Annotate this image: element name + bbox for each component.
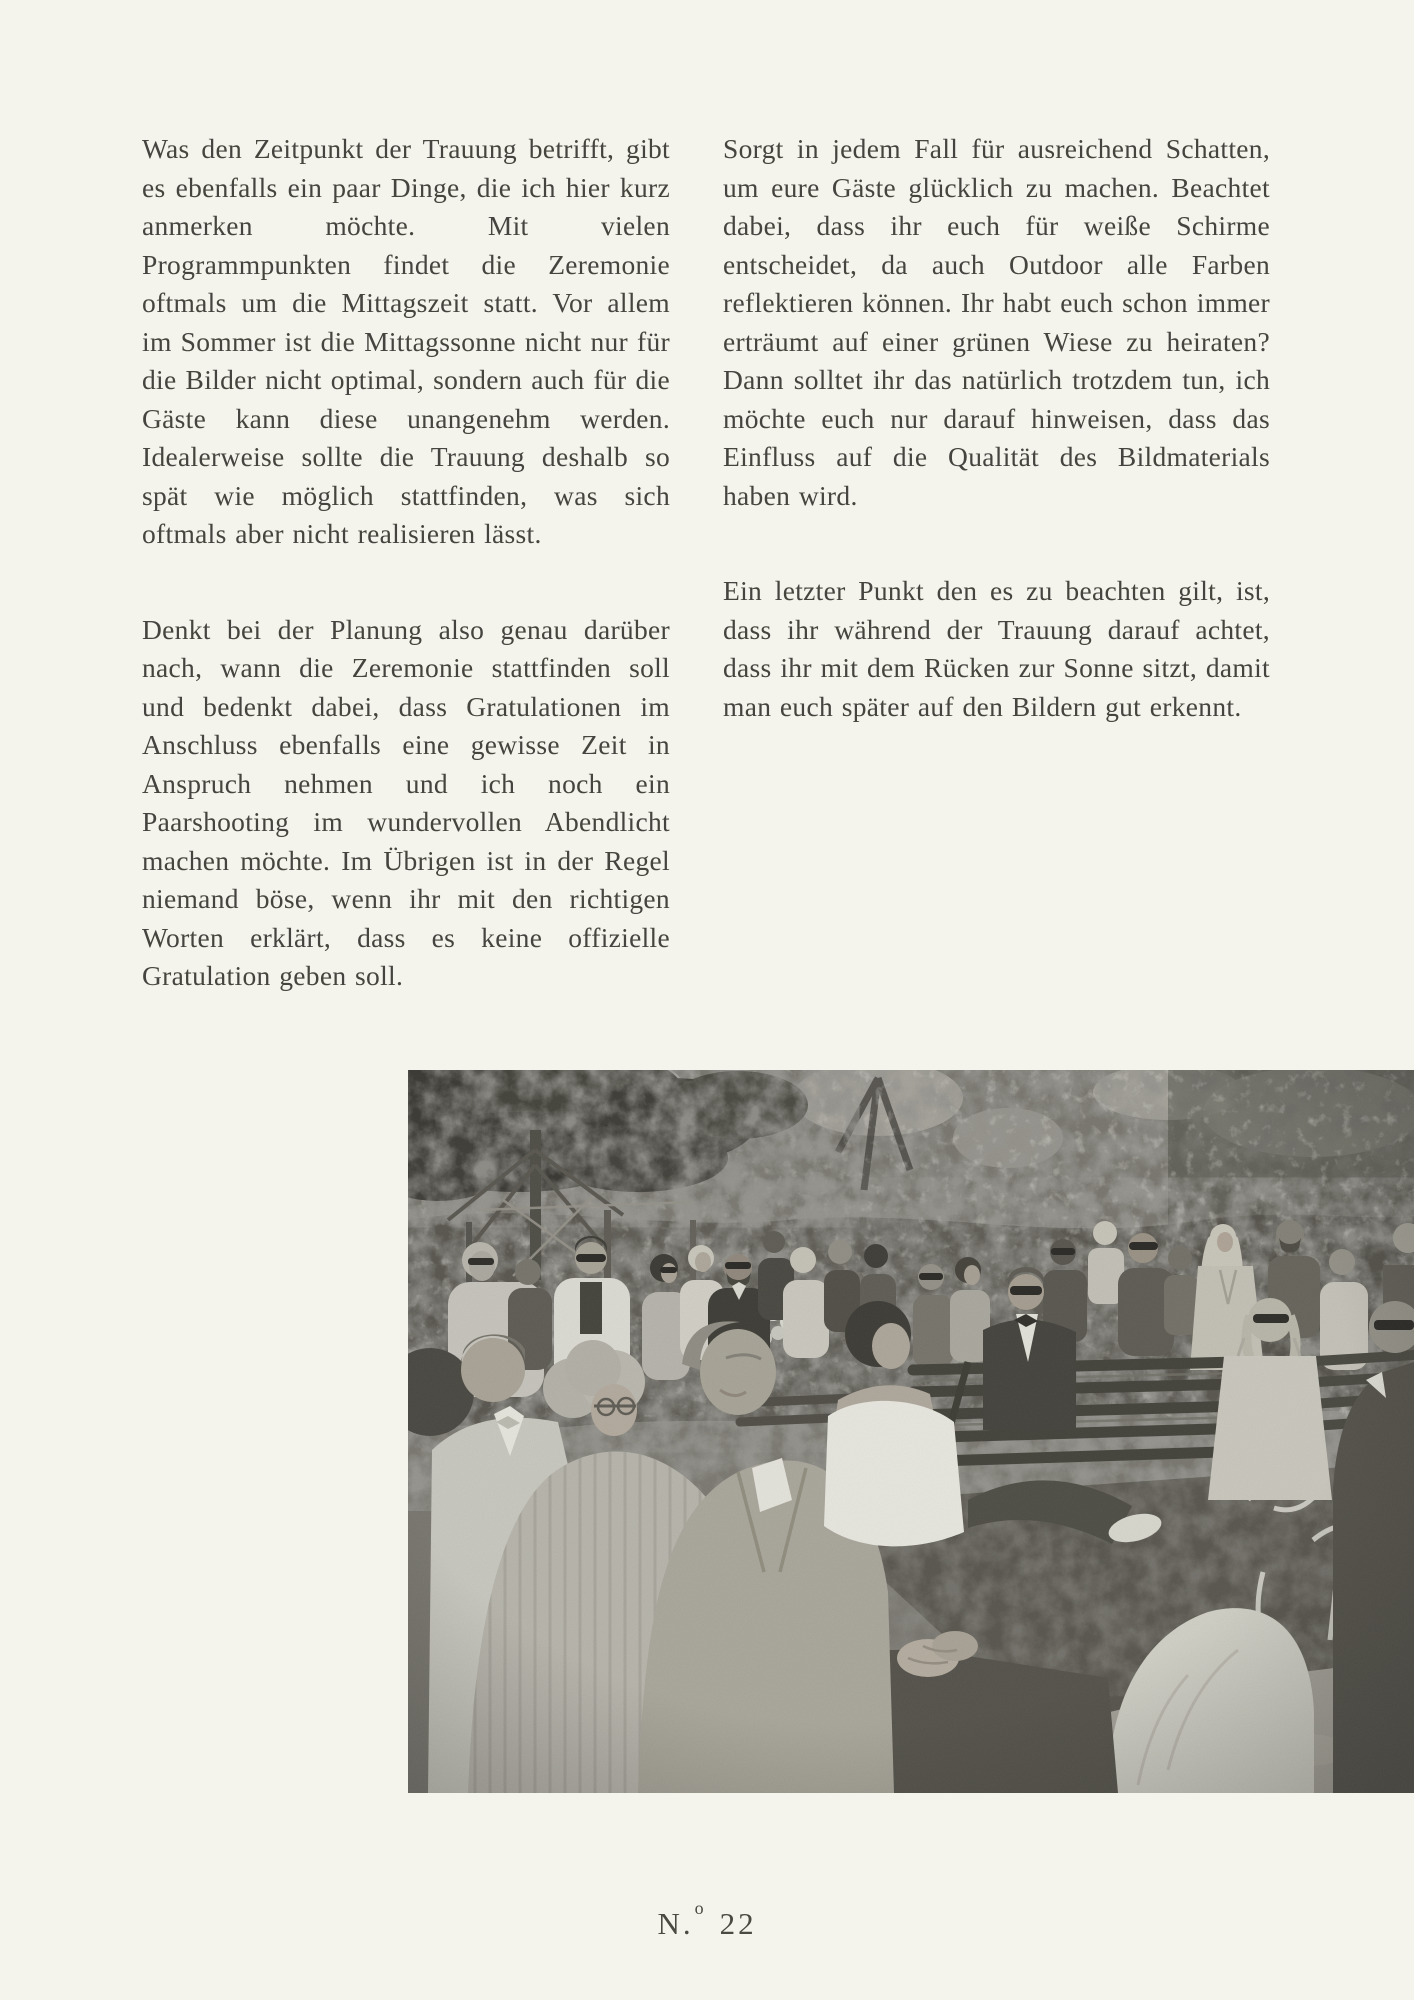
body-paragraph: Denkt bei der Planung also genau darüber nach, wann die Zeremonie stattfinden soll und bedenkt dabei, dass Gratulationen im Anschluss ebenfalls eine gewisse Zeit in Anspruch nehmen und ich noch ein Paarshooting im wundervollen Abendlicht machen möchte. Im Übrigen ist in der Regel niemand böse, wenn ihr mit den richtigen Worten erklärt, dass es keine offizielle Gratulation geben soll. — [142, 613, 670, 991]
ceremony-photo — [408, 1070, 1414, 1793]
text-column-right — [723, 130, 1270, 726]
body-paragraph: Sorgt in jedem Fall für ausreichend Schatten, um eure Gäste glücklich zu machen. Beachtet dabei, dass ihr euch für weiße Schirme entscheidet, da auch Outdoor alle Farben reflektieren können. Ihr habt euch schon immer erträumt auf einer grünen Wiese zu heiraten? Dann solltet ihr das natürlich trotzdem tun, ich möchte euch nur darauf hinweisen, dass das Einfluss auf die Qualität des Bildmaterials haben wird. — [723, 133, 1270, 511]
body-paragraph: Ein letzter Punkt den es zu beachten gilt, ist, dass ihr während der Trauung darauf achtet, dass ihr mit dem Rücken zur Sonne sitzt, damit man euch später auf den Bildern gut erkennt. — [723, 575, 1270, 722]
page-number-ordinal: o — [694, 1897, 707, 1918]
page-number-prefix: N. — [657, 1906, 694, 1941]
text-column-left — [142, 130, 670, 996]
page-number — [0, 1897, 1414, 1942]
body-paragraph: Was den Zeitpunkt der Trauung betrifft, gibt es ebenfalls ein paar Dinge, die ich hier kurz anmerken möchte. Mit vielen Programmpunkten findet die Zeremonie oftmals um die Mittagszeit statt. Vor allem im Sommer ist die Mittagssonne nicht nur für die Bilder nicht optimal, sondern auch für die Gäste kann diese unangenehm werden. Idealerweise sollte die Trauung deshalb so spät wie möglich stattfinden, was sich oftmals aber nicht realisieren lässt. — [142, 133, 670, 549]
page-number-value: 22 — [719, 1906, 757, 1941]
